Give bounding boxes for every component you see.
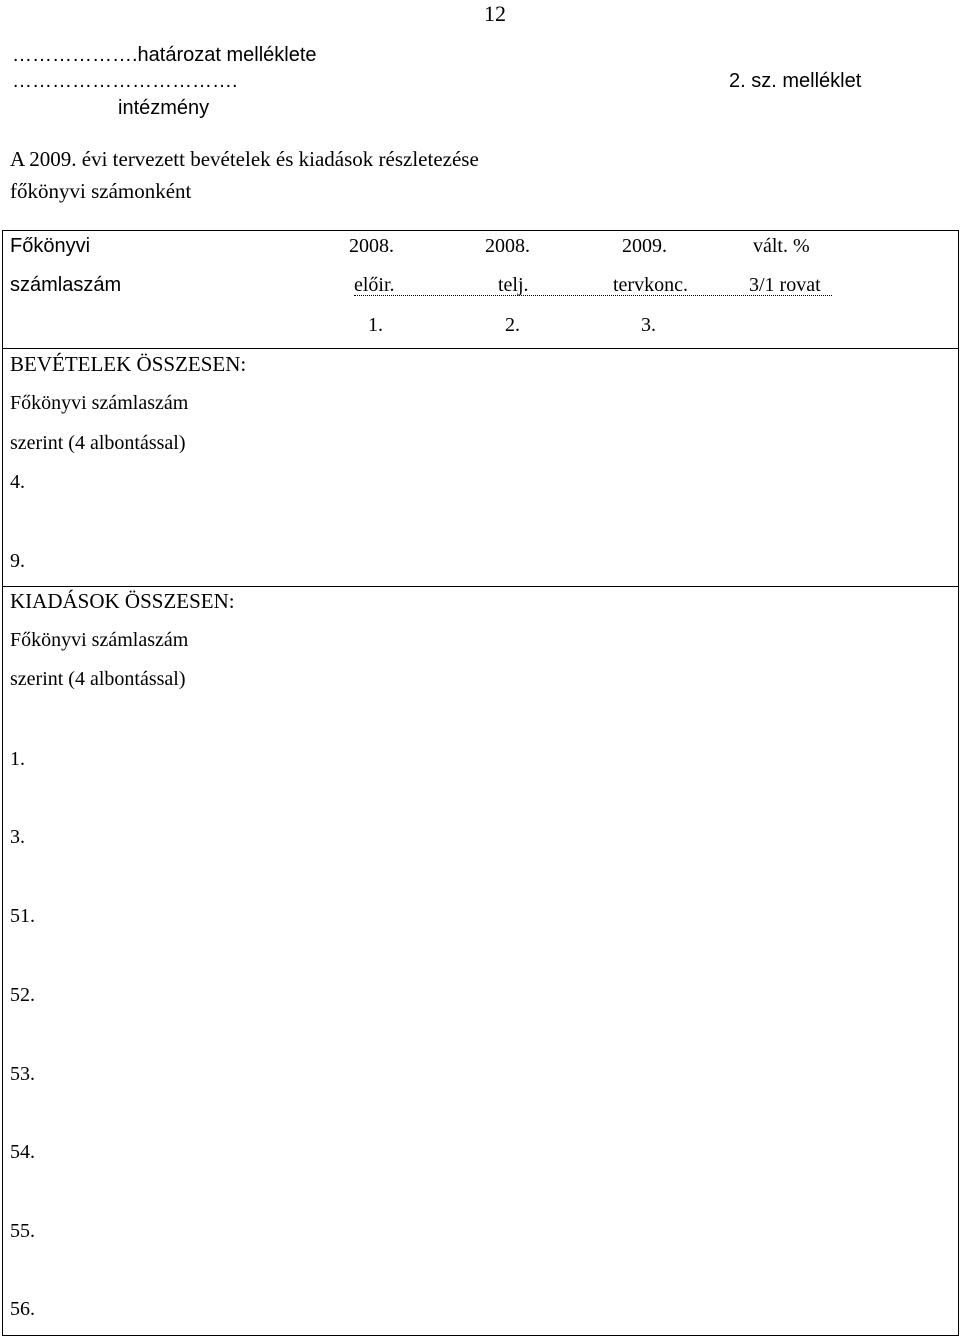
expense-subtitle-line2: szerint (4 albontással)	[10, 668, 186, 690]
institution-dots: …………………………….	[12, 70, 238, 92]
table-top-border	[2, 230, 959, 231]
col-number-2: 2.	[505, 314, 520, 336]
section-divider	[2, 586, 959, 587]
table-left-border	[2, 230, 3, 1336]
table-bottom-border	[2, 1335, 959, 1336]
col-change-pct: vált. %	[753, 235, 810, 257]
institution-label: intézmény	[118, 97, 210, 119]
annex-label: 2. sz. melléklet	[729, 70, 862, 92]
table-right-border	[958, 230, 959, 1336]
col-number-1: 1.	[368, 314, 383, 336]
document-title-line2: főkönyvi számonként	[10, 179, 192, 203]
resolution-line: ……………….határozat melléklete	[12, 44, 317, 66]
col-2008-actual-year: 2008.	[485, 235, 530, 257]
revenue-account-4: 4.	[10, 471, 25, 493]
col-account-line2: számlaszám	[10, 274, 122, 296]
expense-total-title: KIADÁSOK ÖSSZESEN:	[10, 589, 235, 613]
revenue-account-9: 9.	[10, 550, 25, 572]
expense-account-1: 1.	[10, 748, 25, 770]
col-2008-planned-label: előir.	[354, 274, 395, 296]
col-number-3: 3.	[641, 314, 656, 336]
expense-account-54: 54.	[10, 1141, 35, 1163]
revenue-subtitle-line2: szerint (4 albontással)	[10, 432, 186, 454]
col-change-label: 3/1 rovat	[749, 274, 821, 296]
expense-account-51: 51.	[10, 905, 35, 927]
col-2008-planned-year: 2008.	[349, 235, 394, 257]
expense-account-56: 56.	[10, 1298, 35, 1320]
col-2009-plan-year: 2009.	[622, 235, 667, 257]
expense-account-55: 55.	[10, 1220, 35, 1242]
expense-account-3: 3.	[10, 826, 25, 848]
col-2008-actual-label: telj.	[498, 274, 529, 296]
col-2009-plan-label: tervkonc.	[613, 274, 688, 296]
revenue-total-title: BEVÉTELEK ÖSSZESEN:	[10, 352, 247, 376]
header-divider	[2, 348, 959, 349]
document-title-line1: A 2009. évi tervezett bevételek és kiadások részletezése	[10, 147, 479, 171]
revenue-subtitle-line1: Főkönyvi számlaszám	[10, 392, 189, 414]
page-number: 12	[484, 1, 506, 26]
col-account-line1: Főkönyvi	[10, 235, 91, 257]
expense-subtitle-line1: Főkönyvi számlaszám	[10, 629, 189, 651]
expense-account-53: 53.	[10, 1063, 35, 1085]
expense-account-52: 52.	[10, 984, 35, 1006]
